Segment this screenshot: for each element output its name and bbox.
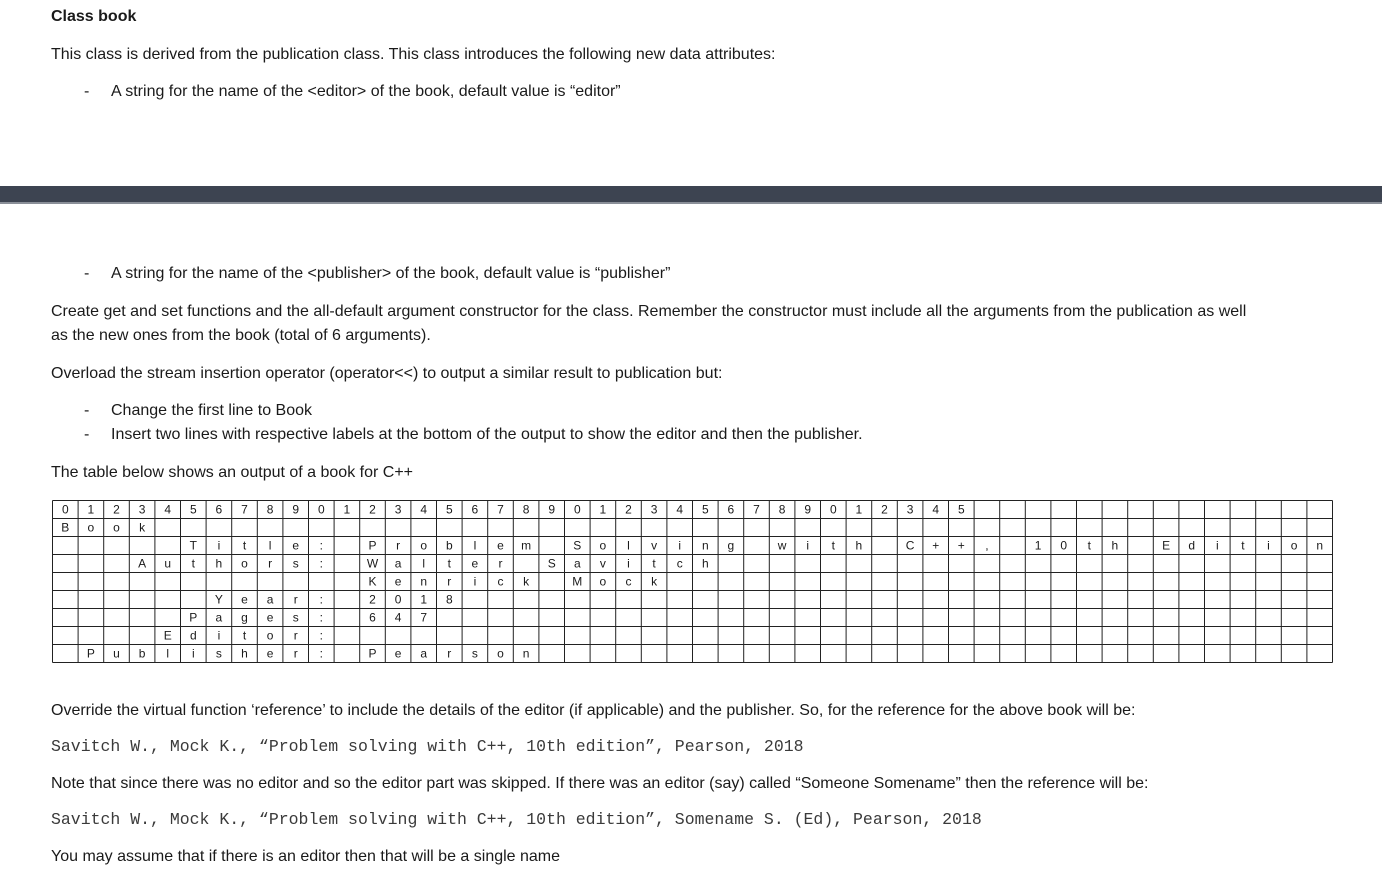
- grid-header-digit: 8: [522, 502, 530, 517]
- grid-cell-char: 1: [1034, 538, 1042, 553]
- grid-header-digit: 0: [573, 502, 581, 517]
- grid-header-digit: 3: [906, 502, 914, 517]
- grid-cell-char: w: [777, 538, 787, 553]
- bullet-dash: -: [84, 265, 90, 282]
- attr-bullet-publisher: A string for the name of the <publisher> of the book, default value is “publisher”: [111, 265, 671, 282]
- grid-header-digit: 3: [394, 502, 402, 517]
- grid-cell-char: A: [138, 556, 147, 571]
- grid-cell-char: h: [1111, 538, 1119, 553]
- grid-cell-char: t: [652, 556, 656, 571]
- grid-cell-char: S: [547, 556, 556, 571]
- grid-header-digit: 5: [189, 502, 197, 517]
- bullet-dash: -: [84, 402, 90, 419]
- overload-bullet-insert-lines: Insert two lines with respective labels at the bottom of the output to show the editor and then the publisher.: [111, 426, 863, 443]
- grid-cell-char: i: [1215, 538, 1219, 553]
- grid-header-digit: 2: [369, 502, 376, 517]
- grid-cell-char: n: [522, 646, 530, 661]
- grid-cell-char: o: [497, 646, 504, 661]
- grid-cell-char: +: [932, 538, 940, 553]
- grid-cell-char: o: [266, 628, 274, 643]
- grid-cell-char: o: [599, 574, 607, 589]
- grid-cell-char: C: [905, 538, 915, 553]
- grid-cell-char: c: [676, 556, 683, 571]
- grid-cell-char: :: [319, 646, 323, 661]
- grid-cell-char: e: [394, 646, 402, 661]
- grid-cell-char: e: [241, 592, 248, 607]
- grid-cell-char: r: [293, 628, 298, 643]
- grid-cell-char: 2: [369, 592, 376, 607]
- grid-header-digit: 6: [215, 502, 223, 517]
- grid-cell-char: s: [292, 610, 299, 625]
- page-break-divider: [0, 186, 1382, 204]
- grid-cell-char: t: [831, 538, 835, 553]
- grid-cell-char: o: [87, 520, 95, 535]
- output-grid-svg: [52, 500, 1333, 663]
- grid-cell-char: 6: [369, 610, 376, 625]
- grid-cell-char: v: [651, 538, 658, 553]
- output-grid-table: [52, 500, 1333, 663]
- grid-cell-char: K: [368, 574, 377, 589]
- grid-cell-char: h: [701, 556, 709, 571]
- grid-cell-char: ,: [985, 538, 989, 553]
- grid-cell-char: i: [806, 538, 810, 553]
- grid-cell-char: o: [599, 538, 607, 553]
- grid-cell-char: i: [217, 538, 221, 553]
- grid-cell-char: o: [420, 538, 428, 553]
- grid-cell-char: o: [1290, 538, 1298, 553]
- grid-cell-char: a: [215, 610, 223, 625]
- grid-cell-char: i: [473, 574, 477, 589]
- grid-cell-char: r: [268, 556, 273, 571]
- grid-header-digit: 9: [548, 502, 556, 517]
- grid-cell-char: r: [293, 646, 298, 661]
- grid-header-digit: 2: [881, 502, 888, 517]
- grid-cell-char: k: [523, 574, 530, 589]
- grid-cell-char: S: [573, 538, 582, 553]
- grid-cell-char: 0: [1060, 538, 1068, 553]
- grid-cell-char: h: [241, 646, 248, 661]
- grid-cell-char: i: [678, 538, 682, 553]
- grid-cell-char: e: [292, 538, 300, 553]
- final-paragraph: You may assume that if there is an editor then that will be a single name: [51, 848, 561, 865]
- grid-cell-char: +: [957, 538, 965, 553]
- section-title: Class book: [51, 8, 137, 25]
- grid-cell-char: T: [189, 538, 197, 553]
- grid-cell-char: t: [1087, 538, 1091, 553]
- grid-cell-char: 8: [445, 592, 453, 607]
- grid-cell-char: t: [242, 538, 247, 553]
- grid-cell-char: b: [138, 646, 146, 661]
- grid-header-digit: 3: [650, 502, 658, 517]
- grid-header-digit: 9: [292, 502, 300, 517]
- grid-header-digit: 7: [753, 502, 760, 517]
- grid-cell-char: 0: [394, 592, 402, 607]
- grid-header-digit: 1: [87, 502, 95, 517]
- grid-header-digit: 1: [855, 502, 863, 517]
- grid-cell-char: u: [164, 556, 172, 571]
- grid-cell-char: W: [366, 556, 379, 571]
- grid-cell-char: B: [61, 520, 70, 535]
- constructor-paragraph-line1: Create get and set functions and the all-default argument constructor for the class. Remember the constructor must include all the arguments from the publication as well: [51, 303, 1247, 320]
- grid-header-digit: 0: [829, 502, 837, 517]
- grid-cell-char: h: [855, 538, 863, 553]
- grid-cell-char: m: [521, 538, 532, 553]
- grid-cell-char: a: [420, 646, 428, 661]
- grid-cell-char: r: [396, 538, 401, 553]
- grid-cell-char: r: [447, 646, 452, 661]
- grid-cell-char: s: [292, 556, 299, 571]
- grid-cell-char: t: [447, 556, 451, 571]
- grid-cell-char: e: [266, 646, 274, 661]
- grid-header-digit: 1: [599, 502, 607, 517]
- grid-cell-char: s: [471, 646, 478, 661]
- grid-header-digit: 9: [804, 502, 812, 517]
- intro-paragraph: This class is derived from the publication class. This class introduces the following new data attributes:: [51, 46, 776, 63]
- attr-bullet-editor: A string for the name of the <editor> of the book, default value is “editor”: [111, 83, 621, 100]
- grid-cell-char: M: [572, 574, 583, 589]
- grid-cell-char: 1: [420, 592, 428, 607]
- grid-cell-char: n: [1316, 538, 1324, 553]
- grid-cell-char: E: [1162, 538, 1171, 553]
- bullet-dash: -: [84, 83, 90, 100]
- grid-cell-char: l: [473, 538, 477, 553]
- grid-cell-char: n: [701, 538, 709, 553]
- grid-cell-char: g: [727, 538, 735, 553]
- grid-cell-char: l: [627, 538, 630, 553]
- grid-cell-char: 7: [420, 610, 428, 625]
- grid-cell-char: P: [368, 538, 377, 553]
- grid-cell-char: n: [420, 574, 428, 589]
- grid-cell-char: 4: [394, 610, 402, 625]
- grid-cell-char: d: [189, 628, 197, 643]
- grid-cell-char: c: [625, 574, 632, 589]
- grid-cell-char: P: [86, 646, 95, 661]
- grid-header-digit: 8: [266, 502, 274, 517]
- grid-header-digit: 7: [241, 502, 248, 517]
- grid-cell-char: l: [166, 646, 170, 661]
- grid-cell-char: e: [394, 574, 402, 589]
- grid-header-digit: 6: [471, 502, 479, 517]
- grid-cell-char: r: [498, 556, 503, 571]
- grid-header-digit: 1: [343, 502, 351, 517]
- grid-header-digit: 8: [778, 502, 786, 517]
- overload-paragraph: Overload the stream insertion operator (operator<<) to output a similar result to publication but:: [51, 365, 723, 382]
- grid-cell-char: i: [191, 646, 195, 661]
- grid-cell-char: Y: [214, 592, 223, 607]
- grid-header-digit: 5: [957, 502, 965, 517]
- grid-header-digit: 5: [445, 502, 453, 517]
- grid-cell-char: t: [242, 628, 247, 643]
- grid-cell-char: :: [319, 538, 323, 553]
- grid-header-digit: 4: [164, 502, 172, 517]
- bullet-dash: -: [84, 426, 90, 443]
- grid-cell-char: v: [599, 556, 606, 571]
- grid-cell-char: s: [215, 646, 222, 661]
- grid-cell-char: :: [319, 556, 323, 571]
- grid-header-digit: 7: [497, 502, 504, 517]
- grid-cell-char: t: [1241, 538, 1245, 553]
- grid-cell-char: a: [573, 556, 581, 571]
- overload-bullet-first-line: Change the first line to Book: [111, 402, 313, 419]
- grid-header-digit: 5: [701, 502, 709, 517]
- grid-cell-char: g: [241, 610, 248, 625]
- grid-header-digit: 4: [932, 502, 940, 517]
- grid-cell-char: r: [293, 592, 298, 607]
- note-paragraph: Note that since there was no editor and so the editor part was skipped. If there was an editor (say) called “Someone Somename” then the reference will be:: [51, 775, 1149, 792]
- grid-header-digit: 3: [138, 502, 146, 517]
- grid-header-digit: 2: [113, 502, 120, 517]
- grid-cell-char: o: [241, 556, 248, 571]
- grid-cell-char: a: [394, 556, 402, 571]
- grid-cell-char: o: [113, 520, 120, 535]
- grid-cell-char: r: [447, 574, 452, 589]
- grid-cell-char: k: [139, 520, 146, 535]
- grid-cell-char: e: [266, 610, 274, 625]
- grid-header-digit: 4: [420, 502, 428, 517]
- grid-cell-char: l: [268, 538, 272, 553]
- grid-cell-char: b: [445, 538, 453, 553]
- grid-cell-char: d: [1188, 538, 1196, 553]
- grid-cell-char: i: [627, 556, 630, 571]
- grid-cell-char: u: [113, 646, 120, 661]
- grid-cell-char: c: [497, 574, 504, 589]
- grid-cell-char: a: [266, 592, 274, 607]
- grid-cell-char: i: [1267, 538, 1270, 553]
- grid-cell-char: :: [319, 592, 323, 607]
- table-intro: The table below shows an output of a book for C++: [51, 464, 414, 481]
- grid-header-digit: 0: [61, 502, 69, 517]
- grid-header-digit: 6: [727, 502, 735, 517]
- constructor-paragraph-line2: as the new ones from the book (total of 6 arguments).: [51, 327, 431, 344]
- grid-cell-char: P: [189, 610, 198, 625]
- grid-cell-char: k: [651, 574, 658, 589]
- grid-header-digit: 0: [317, 502, 325, 517]
- grid-cell-char: h: [215, 556, 223, 571]
- override-paragraph: Override the virtual function ‘reference’ to include the details of the editor (if applicable) and the publisher. So, for the reference for the above book will be:: [51, 702, 1136, 719]
- grid-header-digit: 4: [676, 502, 684, 517]
- grid-header-digit: 2: [625, 502, 632, 517]
- grid-cell-char: P: [368, 646, 377, 661]
- grid-cell-char: l: [422, 556, 426, 571]
- reference-example-no-editor: Savitch W., Mock K., “Problem solving with C++, 10th edition”, Pearson, 2018: [51, 737, 804, 756]
- grid-cell-char: :: [319, 610, 323, 625]
- reference-example-with-editor: Savitch W., Mock K., “Problem solving with C++, 10th edition”, Somename S. (Ed), Pearson, 2018: [51, 810, 982, 829]
- grid-cell-char: e: [497, 538, 504, 553]
- grid-cell-char: E: [163, 628, 172, 643]
- grid-cell-char: e: [471, 556, 479, 571]
- grid-cell-char: i: [217, 628, 221, 643]
- grid-cell-char: :: [319, 628, 323, 643]
- grid-cell-char: t: [191, 556, 195, 571]
